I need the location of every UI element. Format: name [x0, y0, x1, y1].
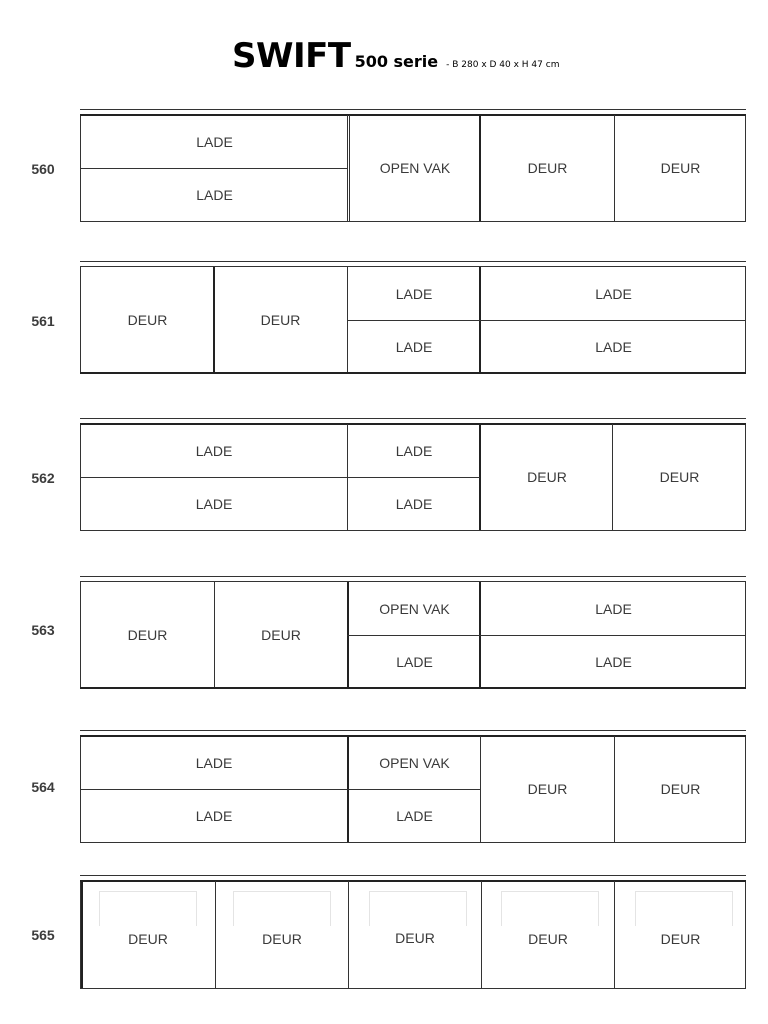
compartment-door: DEUR — [127, 627, 168, 643]
compartment-drawer: LADE — [595, 285, 632, 302]
compartment-door: DEUR — [660, 931, 701, 947]
compartment-drawer: LADE — [196, 186, 233, 203]
compartment-drawer: LADE — [595, 600, 632, 617]
cabinet-diagram — [80, 423, 746, 531]
model-code: 561 — [31, 313, 55, 329]
title-dimensions: - B 280 x D 40 x H 47 cm — [446, 60, 560, 70]
compartment-drawer: LADE — [595, 653, 632, 670]
model-code: 565 — [31, 927, 55, 943]
compartment-drawer: LADE — [195, 442, 233, 459]
compartment-drawer: LADE — [595, 338, 632, 355]
model-code: 564 — [31, 779, 55, 795]
compartment-door: DEUR — [527, 469, 567, 485]
compartment-drawer: LADE — [395, 442, 433, 459]
compartment-door: DEUR — [660, 160, 701, 176]
cabinet-diagram — [80, 581, 746, 689]
compartment-drawer: LADE — [196, 133, 233, 150]
compartment-door: DEUR — [659, 469, 700, 485]
compartment-drawer: LADE — [395, 338, 433, 355]
compartment-door: DEUR — [127, 312, 168, 328]
compartment-door: DEUR — [128, 931, 168, 947]
compartment-door: DEUR — [527, 781, 568, 797]
compartment-drawer: LADE — [396, 807, 433, 824]
title-series: 500 serie — [354, 52, 439, 71]
model-code: 563 — [31, 622, 55, 638]
page-title — [232, 36, 559, 76]
compartment-door: DEUR — [260, 312, 301, 328]
compartment-drawer: LADE — [195, 807, 233, 824]
model-code: 562 — [31, 470, 55, 486]
compartment-drawer: LADE — [395, 495, 433, 512]
compartment-door: DEUR — [261, 627, 301, 643]
cabinet-diagram — [80, 880, 746, 989]
compartment-door: DEUR — [262, 931, 302, 947]
compartment-door: DEUR — [527, 160, 568, 176]
compartment-door: DEUR — [528, 931, 568, 947]
cabinet-diagram — [80, 114, 746, 222]
compartment-door: DEUR — [660, 781, 701, 797]
compartment-open-shelf: OPEN VAK — [379, 160, 451, 176]
compartment-drawer: LADE — [195, 754, 233, 771]
cabinet-diagram — [80, 266, 746, 374]
compartment-drawer: LADE — [395, 285, 433, 302]
cabinet-diagram — [80, 735, 746, 843]
compartment-drawer: LADE — [396, 653, 433, 670]
compartment-open-shelf: OPEN VAK — [379, 600, 450, 617]
model-code: 560 — [31, 161, 55, 177]
title-main: SWIFT — [232, 36, 351, 76]
compartment-door: DEUR — [395, 930, 435, 946]
compartment-open-shelf: OPEN VAK — [379, 754, 450, 771]
compartment-drawer: LADE — [195, 495, 233, 512]
